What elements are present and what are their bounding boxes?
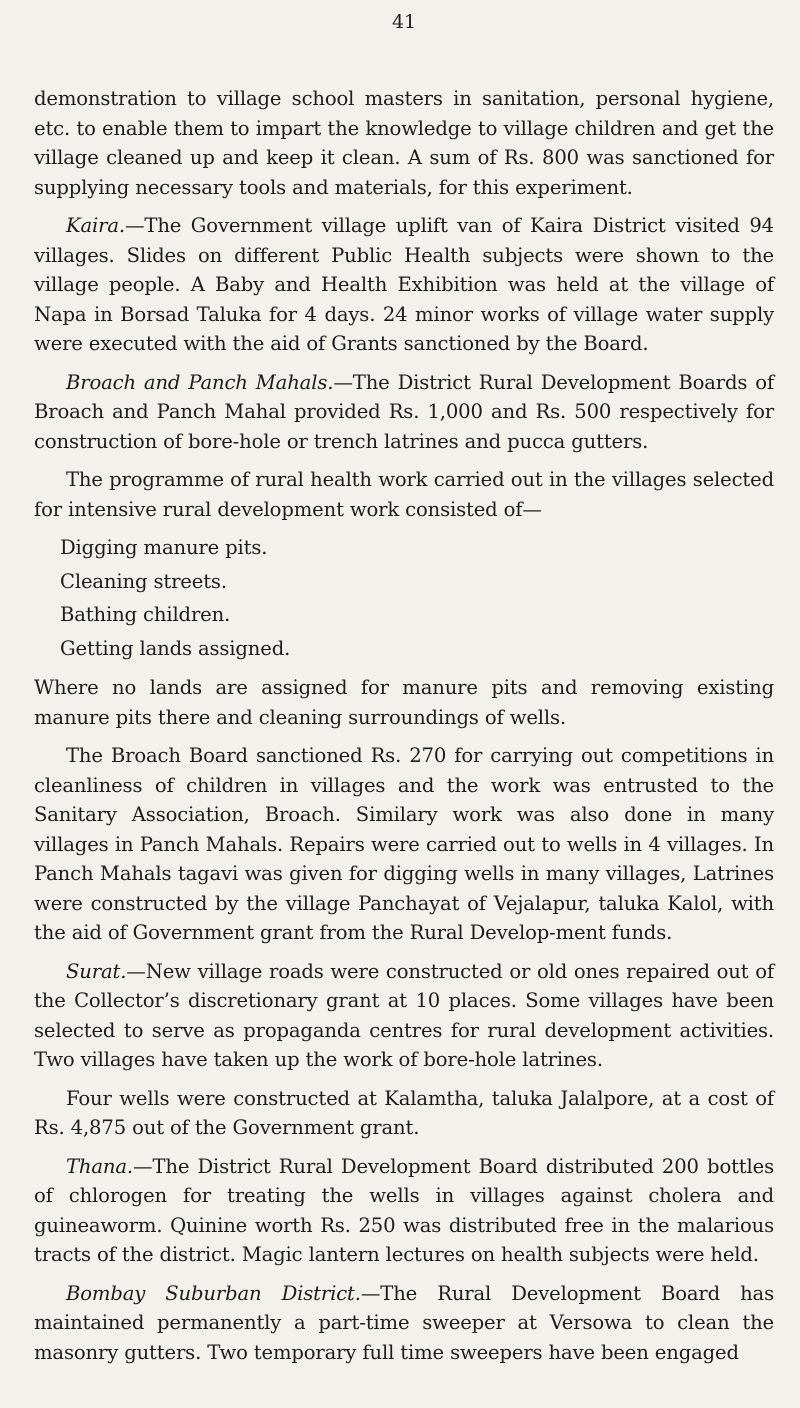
page-number: 41 <box>392 11 416 33</box>
list-item: Getting lands assigned. <box>60 636 291 660</box>
section-heading-kaira: Kaira. <box>66 214 125 237</box>
document-body <box>34 84 774 1376</box>
section-heading-surat: Surat. <box>66 959 127 983</box>
section-heading-thana: Thana. <box>66 1154 133 1178</box>
paragraph-broach-board: The Broach Board sanctioned Rs. 270 for carrying out competitions in cleanliness of children in villages and the work was entrusted to the Sanitary Association, Broach. Similary work was also done in many villages in Panch Mahals. Repairs were carried out to wells in 4 villages. In Panch Mahals tagavi was given for digging wells in many villages, Latrines were constructed by the village Panchayat of Vejalapur, taluka Kalol, with the aid of Government grant from the Rural Develop-ment funds. <box>34 744 774 944</box>
document-page <box>34 0 774 1408</box>
list-item: Digging manure pits. <box>60 536 268 559</box>
paragraph-broach-panch-mahals-text: —The District Rural Development Boards of Broach and Panch Mahal provided Rs. 1,000 and Rs. 500 respectively for construction of bore-hole or trench latrines and pucca gutters. <box>34 370 775 453</box>
paragraph-thana-text: —The District Rural Development Board distributed 200 bottles of chlorogen for treating the wells in villages against cholera and guineaworm. Quinine worth Rs. 250 was distributed free in the malarious tracts of the district. Magic lantern lectures on health subjects were held. <box>34 1154 774 1266</box>
paragraph-thana <box>34 1152 774 1270</box>
list-item: Cleaning streets. <box>60 569 227 593</box>
paragraph-kaira <box>34 211 774 359</box>
paragraph-rural-health-programme: The programme of rural health work carried out in the villages selected for intensive rural development work consisted of— <box>34 468 774 521</box>
list-item: Bathing children. <box>60 603 231 626</box>
paragraph-broach-panch-mahals <box>34 368 774 457</box>
paragraph-manure-pits: Where no lands are assigned for manure pits and removing existing manure pits there and cleaning surroundings of wells. <box>34 676 774 729</box>
paragraph-bombay-suburban <box>34 1279 774 1368</box>
paragraph-surat-text: —New village roads were constructed or old ones repaired out of the Collector’s discretionary grant at 10 places. Some villages have been selected to serve as propaganda centres for rural development activities. Two villages have taken up the work of bore-hole latrines. <box>34 959 774 1071</box>
paragraph-sanitation-demonstration: demonstration to village school masters in sanitation, personal hygiene, etc. to enable them to impart the knowledge to village children and get the village cleaned up and keep it clean. A sum of Rs. 800 was sanctioned for supplying necessary tools and materials, for this experiment. <box>34 87 774 199</box>
section-heading-broach-panch-mahals: Broach and Panch Mahals. <box>66 370 334 394</box>
section-heading-bombay-suburban: Bombay Suburban District. <box>66 1281 361 1305</box>
paragraph-surat <box>34 957 774 1075</box>
paragraph-kaira-text: —The Government village uplift van of Kaira District visited 94 villages. Slides on different Public Health subjects were shown to the village people. A Baby and Health Exhibition was held at the village of Napa in Borsad Taluka for 4 days. 24 minor works of village water supply were executed with the aid of Grants sanctioned by the Board. <box>34 214 774 355</box>
paragraph-kalamtha-wells: Four wells were constructed at Kalamtha, taluka Jalalpore, at a cost of Rs. 4,875 out of the Government grant. <box>34 1086 774 1139</box>
paragraph-bombay-suburban-text: —The Rural Development Board has maintained permanently a part-time sweeper at Versowa to clean the masonry gutters. Two temporary full time sweepers have been engaged <box>34 1281 774 1364</box>
programme-list <box>60 533 774 663</box>
